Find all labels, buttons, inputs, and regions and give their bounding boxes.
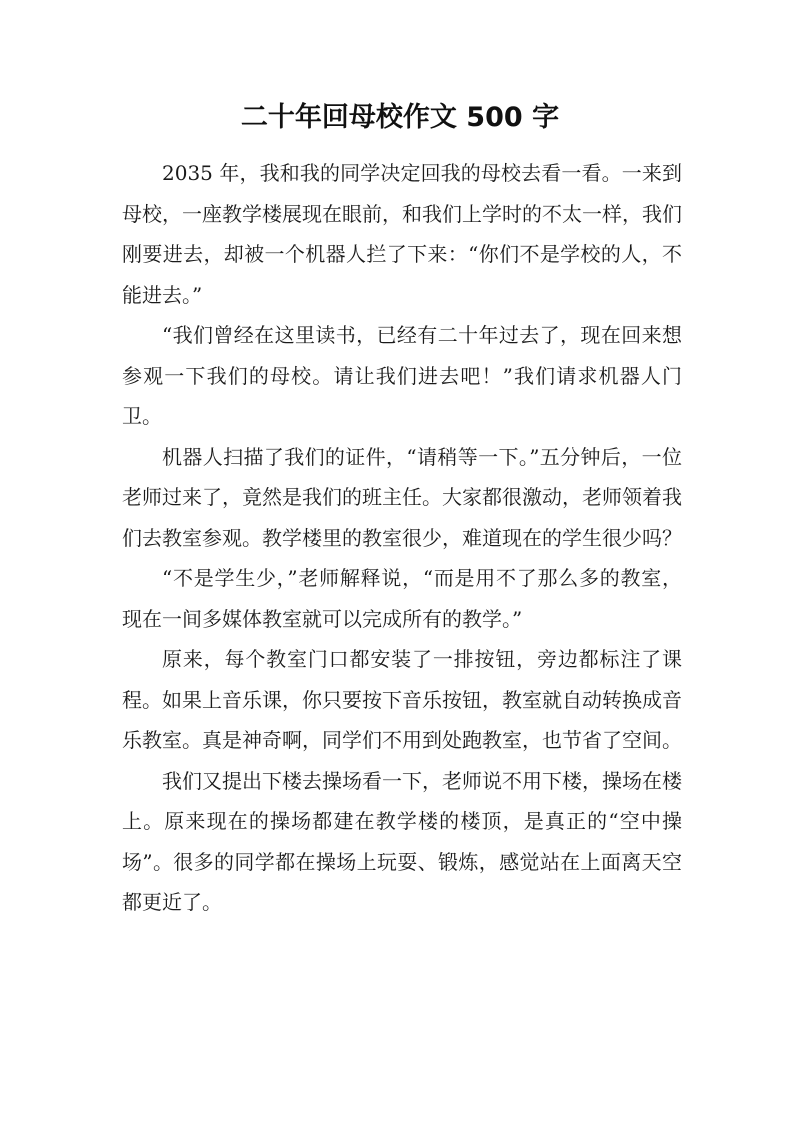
paragraph-3: 机器人扫描了我们的证件，“请稍等一下。”五分钟后，一位老师过来了，竟然是我们的班主任。大家都很激动，老师领着我们去教室参观。教学楼里的教室很少，难道现在的学生很少吗？ [122,444,682,550]
document-body [122,153,682,923]
paragraph-2: “我们曾经在这里读书，已经有二十年过去了，现在回来想参观一下我们的母校。请让我们进去吧！”我们请求机器人门卫。 [122,323,682,428]
paragraph-1: 2035 年，我和我的同学决定回我的母校去看一看。一来到母校，一座教学楼展现在眼前，和我们上学时的不太一样，我们刚要进去，却被一个机器人拦了下来：“你们不是学校的人，不能进去。” [122,161,682,307]
document-title: 二十年回母校作文 500 字 [240,102,560,133]
paragraph-6: 我们又提出下楼去操场看一下，老师说不用下楼，操场在楼上。原来现在的操场都建在教学楼的楼顶，是真正的“空中操场”。很多的同学都在操场上玩耍、锻炼，感觉站在上面离天空都更近了。 [122,768,682,914]
paragraph-5: 原来，每个教室门口都安装了一排按钮，旁边都标注了课程。如果上音乐课，你只要按下音乐按钮，教室就自动转换成音乐教室。真是神奇啊，同学们不用到处跑教室，也节省了空间。 [122,647,682,752]
paragraph-4: “不是学生少，”老师解释说，“而是用不了那么多的教室，现在一间多媒体教室就可以完成所有的教学。” [122,566,682,631]
